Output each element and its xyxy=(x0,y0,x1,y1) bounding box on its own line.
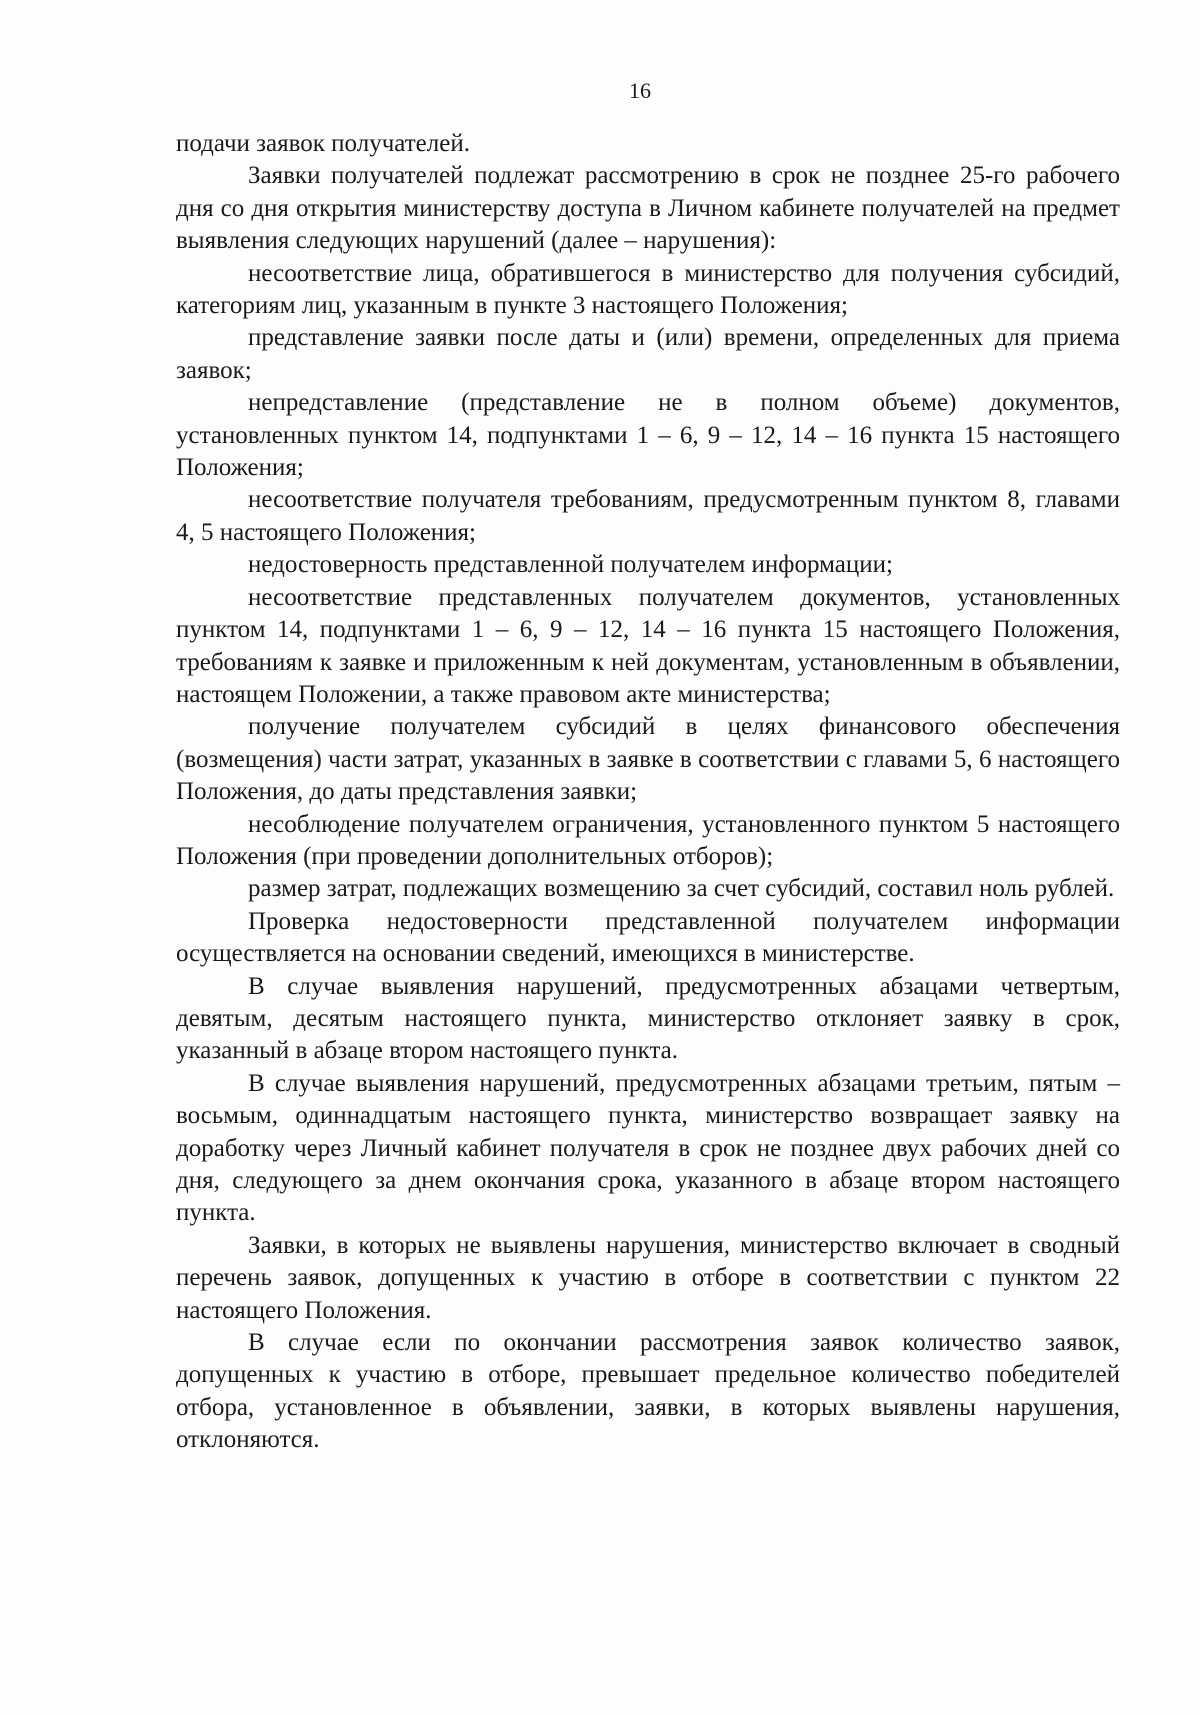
paragraph: недостоверность представленной получателем информации; xyxy=(248,551,893,579)
paragraph: Проверка недостоверности представленной получателем информации осуществляется на основании сведений, имеющихся в министерстве. xyxy=(176,907,1120,968)
paragraph: несоответствие представленных получателем документов, установленных пунктом 14, подпунктами 1 – 6, 9 – 12, 14 – 16 пункта 15 настоящего Положения, требованиям к заявке и приложенным к ней документам, установленным в объявлении, настоящем Положении, а также правовом акте министерства; xyxy=(176,583,1120,708)
paragraph: несоблюдение получателем ограничения, установленного пунктом 5 настоящего Положения (при проведении дополнительных отборов); xyxy=(176,810,1120,870)
paragraph: несоответствие получателя требованиям, предусмотренным пунктом 8, главами 4, 5 настоящего Положения; xyxy=(176,486,1120,546)
paragraph: размер затрат, подлежащих возмещению за счет субсидий, составил ноль рублей. xyxy=(248,875,1115,903)
paragraph: Заявки получателей подлежат рассмотрению в срок не позднее 25-го рабочего дня со дня открытия министерству доступа в Личном кабинете получателей на предмет выявления следующих нарушений (далее – нарушения): xyxy=(176,162,1120,255)
paragraph: получение получателем субсидий в целях финансового обеспечения (возмещения) части затрат, указанных в заявке в соответствии с главами 5, 6 настоящего Положения, до даты представления заявки; xyxy=(176,713,1120,806)
page-number: 16 xyxy=(629,78,651,103)
document-body xyxy=(176,128,1120,1457)
paragraph: Заявки, в которых не выявлены нарушения, министерство включает в сводный перечень заявок, допущенных к участию в отборе в соответствии с пунктом 22 настоящего Положения. xyxy=(176,1231,1120,1324)
paragraph: В случае если по окончании рассмотрения заявок количество заявок, допущенных к участию в отборе, превышает предельное количество победителей отбора, установленное в объявлении, заявки, в которых выявлены нарушения, отклоняются. xyxy=(176,1329,1120,1454)
paragraph: непредставление (представление не в полном объеме) документов, установленных пунктом 14, подпунктами 1 – 6, 9 – 12, 14 – 16 пункта 15 настоящего Положения; xyxy=(176,389,1120,482)
paragraph: несоответствие лица, обратившегося в министерство для получения субсидий, категориям лиц, указанным в пункте 3 настоящего Положения; xyxy=(176,259,1120,320)
paragraph: В случае выявления нарушений, предусмотренных абзацами четвертым, девятым, десятым настоящего пункта, министерство отклоняет заявку в срок, указанный в абзаце втором настоящего пункта. xyxy=(176,972,1120,1065)
paragraph: подачи заявок получателей. xyxy=(176,130,470,157)
paragraph: представление заявки после даты и (или) времени, определенных для приема заявок; xyxy=(176,324,1120,384)
paragraph: В случае выявления нарушений, предусмотренных абзацами третьим, пятым – восьмым, одиннадцатым настоящего пункта, министерство возвращает заявку на доработку через Личный кабинет получателя в срок не позднее двух рабочих дней со дня, следующего за днем окончания срока, указанного в абзаце втором настоящего пункта. xyxy=(176,1069,1120,1227)
